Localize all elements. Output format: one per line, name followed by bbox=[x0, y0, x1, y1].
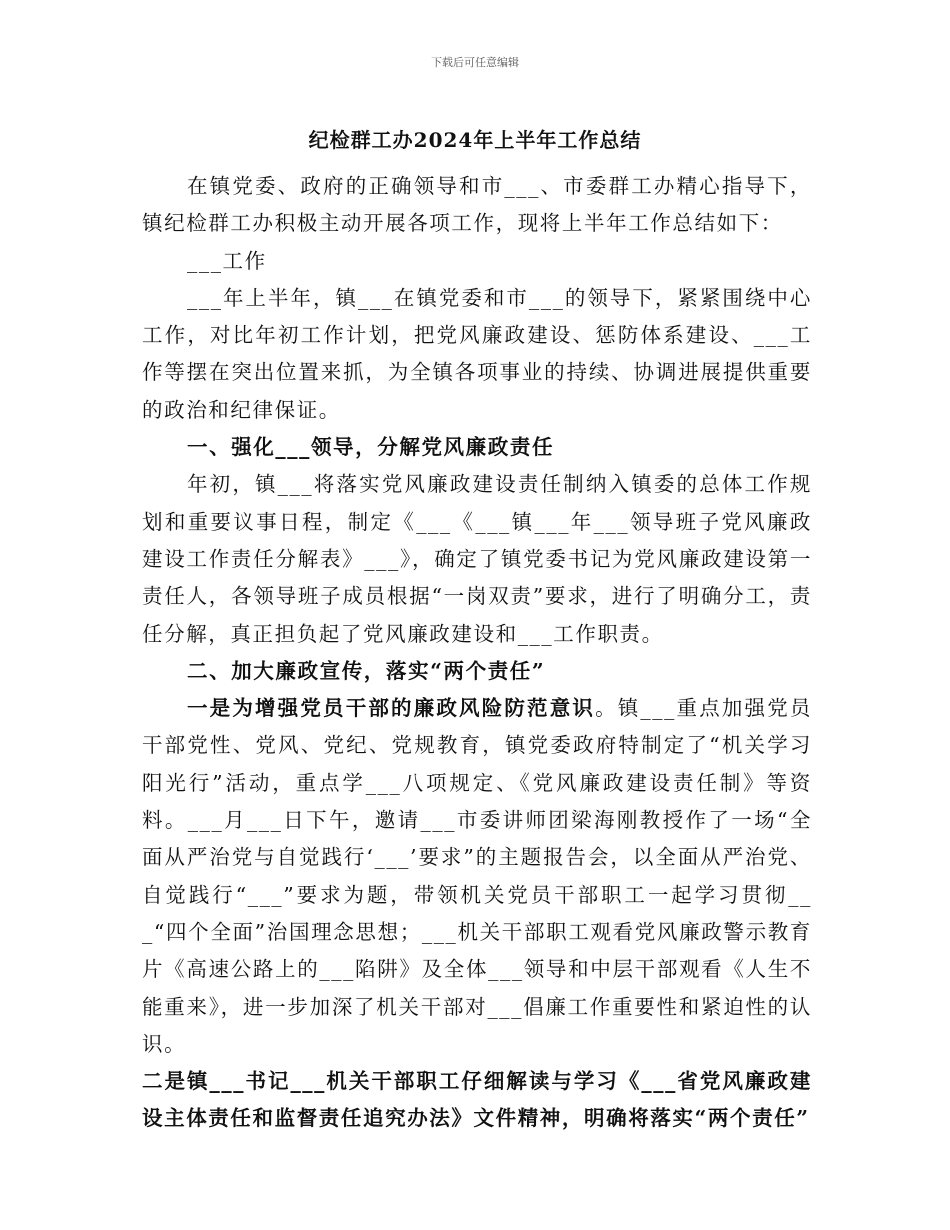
paragraph-body-text: 。镇___重点加强党员干部党性、党风、党纪、党规教育，镇党委政府特制定了“机关学习阳光行”活动，重点学___八项规定、《党风廉政建设责任制》等资料。___月___日下午，邀请___市委讲师团梁海刚教授作了一场“全面从严治党与自觉践行‘___’要求”的主题报告会，以全面从严治党、自觉践行“___”要求为题，带领机关党员干部职工一起学习贯彻___“四个全面”治国理念思想；___机关干部职工观看党风廉政警示教育片《高速公路上的___陷阱》及全体___领导和中层干部观看《人生不能重来》，进一步加深了机关干部对___倡廉工作重要性和紧迫性的认识。 bbox=[142, 696, 812, 1056]
section-heading-2: 二、加大廉政宣传，落实“两个责任” bbox=[187, 658, 546, 683]
section-2-paragraph-2: 二是镇___书记___机关干部职工仔细解读与学习《___省党风廉政建设主体责任和监督责任追究办法》文件精神，明确将落实“两个责任” bbox=[142, 1069, 812, 1131]
page-header-note: 下载后可任意编辑 bbox=[431, 56, 519, 69]
intro-paragraph: 在镇党委、政府的正确领导和市___、市委群工办精心指导下，镇纪检群工办积极主动开展各项工作，现将上半年工作总结如下： bbox=[142, 174, 812, 236]
section-1-paragraph: 年初，镇___将落实党风廉政建设责任制纳入镇委的总体工作规划和重要议事日程，制定《___《___镇___年___领导班子党风廉政建设工作责任分解表》___》，确定了镇党委书记为党风廉政建设第一责任人，各领导班子成员根据“一岗双责”要求，进行了明确分工，责任分解，真正担负起了党风廉政建设和___工作职责。 bbox=[142, 472, 812, 646]
document-body bbox=[142, 168, 812, 1138]
overview-paragraph: ___年上半年，镇___在镇党委和市___的领导下，紧紧围绕中心工作，对比年初工作计划，把党风廉政建设、惩防体系建设、___工作等摆在突出位置来抓，为全镇各项事业的持续、协调进展提供重要的政治和纪律保证。 bbox=[142, 285, 812, 422]
section-label-work: ___工作 bbox=[187, 248, 267, 273]
bold-lead-text: 一是为增强党员干部的廉政风险防范意识 bbox=[187, 696, 596, 721]
document-title: 纪检群工办2024年上半年工作总结 bbox=[308, 128, 642, 152]
section-2-paragraph-1 bbox=[142, 690, 812, 1063]
section-heading-1: 一、强化___领导，分解党风廉政责任 bbox=[187, 435, 555, 460]
